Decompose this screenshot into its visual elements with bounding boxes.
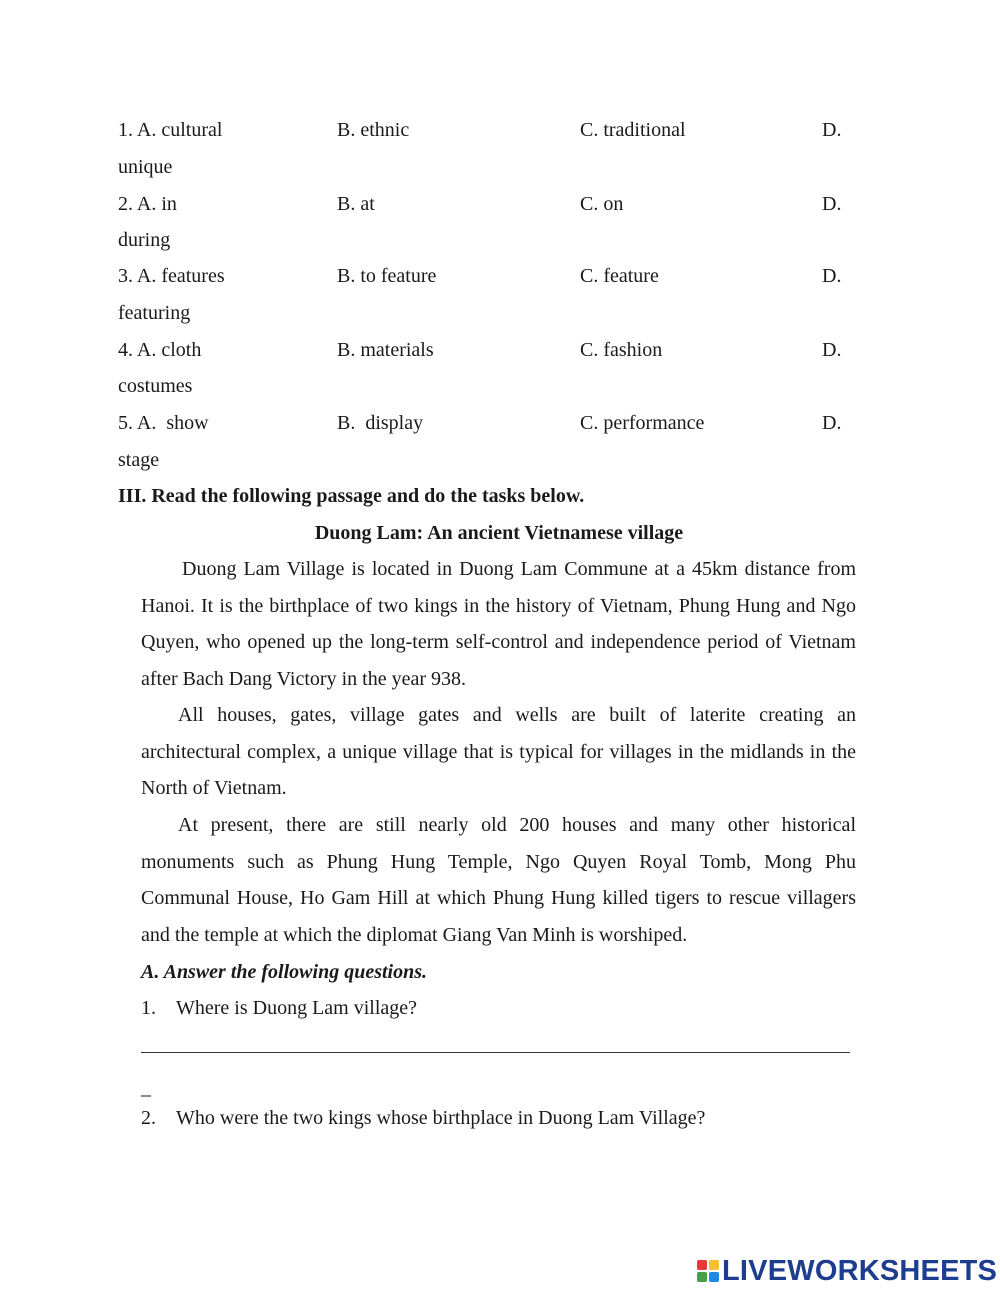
option-d: D. bbox=[822, 265, 842, 287]
option-a: 1. A. cultural bbox=[118, 119, 223, 141]
question-1 bbox=[141, 996, 417, 1020]
option-a: 3. A. features bbox=[118, 265, 225, 287]
question-number: 1. bbox=[141, 997, 156, 1019]
option-d: D. bbox=[822, 339, 842, 361]
logo-text: LIVEWORKSHEETS bbox=[722, 1255, 998, 1287]
option-b: B. ethnic bbox=[337, 119, 410, 141]
passage-paragraph-2: All houses, gates, village gates and wells are built of laterite creating an architectural complex, a unique village that is typical for villages in the midlands in the North of Vietnam. bbox=[141, 704, 856, 800]
question-2 bbox=[141, 1106, 705, 1130]
option-d-text: during bbox=[118, 229, 171, 251]
question-text: Where is Duong Lam village? bbox=[176, 997, 418, 1019]
section-heading: III. Read the following passage and do the tasks below. bbox=[118, 485, 585, 507]
option-a: 2. A. in bbox=[118, 193, 177, 215]
passage-title: Duong Lam: An ancient Vietnamese village bbox=[314, 522, 684, 544]
option-d: D. bbox=[822, 119, 842, 141]
question-text: Who were the two kings whose birthplace in Duong Lam Village? bbox=[176, 1107, 706, 1129]
option-c: C. feature bbox=[580, 265, 659, 287]
liveworksheets-logo bbox=[697, 1256, 997, 1286]
answer-line[interactable] bbox=[141, 1052, 850, 1053]
option-d: D. bbox=[822, 412, 842, 434]
option-c: C. traditional bbox=[580, 119, 686, 141]
passage-paragraph-3: At present, there are still nearly old 200 houses and many other historical monuments such as Phung Hung Temple, Ngo Quyen Royal Tomb, Mong Phu Communal House, Ho Gam Hill at which Phung Hung killed tigers to rescue villagers and the temple at which the diplomat Giang Van Minh is worshiped. bbox=[141, 814, 856, 946]
passage-paragraph-1: Duong Lam Village is located in Duong Lam Commune at a 45km distance from Hanoi. It is the birthplace of two kings in the history of Vietnam, Phung Hung and Ngo Quyen, who opened up the long-term self-control and independence period of Vietnam after Bach Dang Victory in the year 938. bbox=[141, 558, 856, 690]
option-d-text: featuring bbox=[118, 302, 191, 324]
answer-dash: _ bbox=[141, 1077, 151, 1099]
option-d-text: unique bbox=[118, 156, 173, 178]
option-b: B. to feature bbox=[337, 265, 437, 287]
option-b: B. materials bbox=[337, 339, 434, 361]
option-a: 5. A. show bbox=[118, 412, 209, 434]
option-b: B. at bbox=[337, 193, 375, 215]
option-c: C. performance bbox=[580, 412, 705, 434]
option-d-text: stage bbox=[118, 449, 160, 471]
option-b: B. display bbox=[337, 412, 424, 434]
logo-grid-icon bbox=[697, 1260, 719, 1282]
option-c: C. fashion bbox=[580, 339, 663, 361]
option-a: 4. A. cloth bbox=[118, 339, 202, 361]
option-d: D. bbox=[822, 193, 842, 215]
task-heading: A. Answer the following questions. bbox=[141, 961, 427, 983]
option-c: C. on bbox=[580, 193, 624, 215]
question-number: 2. bbox=[141, 1107, 156, 1129]
option-d-text: costumes bbox=[118, 375, 193, 397]
